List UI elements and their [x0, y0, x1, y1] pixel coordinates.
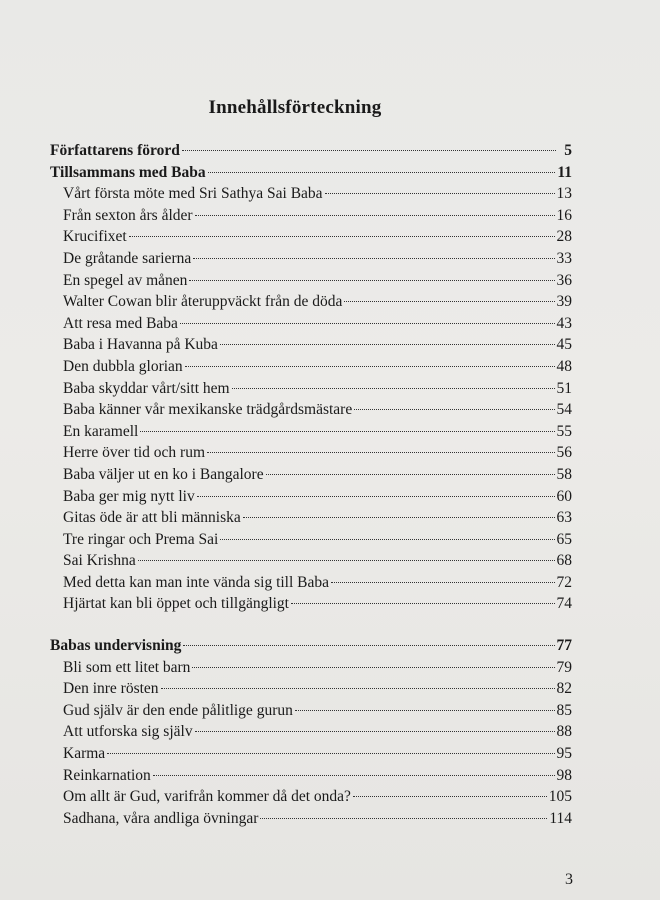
- toc-page-number: 54: [556, 401, 572, 419]
- toc-entry: [50, 293, 572, 315]
- toc-entry: [50, 336, 572, 358]
- toc-entry: [50, 444, 572, 466]
- toc-page-number: 28: [556, 228, 572, 246]
- toc-page-number: 36: [556, 271, 572, 289]
- toc-page-number: 51: [556, 379, 572, 397]
- toc-entry: [50, 702, 572, 724]
- dot-leader: [189, 280, 554, 281]
- toc-entry: [50, 185, 572, 207]
- dot-leader: [354, 409, 554, 410]
- toc-entry-title: Babas undervisning: [50, 637, 182, 655]
- dot-leader: [192, 667, 554, 668]
- toc-section-entry: [50, 142, 572, 164]
- toc-entry-title: Hjärtat kan bli öppet och tillgängligt: [63, 595, 289, 613]
- toc-entry-title: Baba ger mig nytt liv: [63, 487, 195, 505]
- toc-entry: [50, 250, 572, 272]
- dot-leader: [183, 645, 554, 646]
- dot-leader: [220, 344, 555, 345]
- toc-entry: [50, 207, 572, 229]
- toc-entry: [50, 680, 572, 702]
- dot-leader: [220, 539, 554, 540]
- dot-leader: [195, 731, 555, 732]
- toc-entry: [50, 574, 572, 596]
- toc-section-entry: [50, 164, 572, 186]
- toc-entry-title: Baba känner vår mexikanske trädgårdsmästare: [63, 401, 353, 419]
- toc-entry-title: Tre ringar och Prema Sai: [63, 530, 219, 548]
- dot-leader: [195, 215, 555, 216]
- toc-entry: [50, 767, 572, 789]
- toc-entry: [50, 401, 572, 423]
- toc-page-number: 58: [556, 465, 572, 483]
- toc-entry-title: Med detta kan man inte vända sig till Baba: [63, 573, 330, 591]
- toc-entry: [50, 466, 572, 488]
- toc-entry-title: Herre över tid och rum: [63, 444, 206, 462]
- toc-entry: [50, 723, 572, 745]
- toc-entry-title: En karamell: [63, 422, 139, 440]
- toc-page-number: 11: [557, 163, 572, 181]
- dot-leader: [107, 753, 554, 754]
- toc-entry: [50, 315, 572, 337]
- toc-entry-title: Baba väljer ut en ko i Bangalore: [63, 465, 264, 483]
- table-of-contents: [50, 142, 572, 831]
- toc-entry: [50, 423, 572, 445]
- bleed-through-text: [470, 30, 660, 160]
- toc-entry-title: Gud själv är den ende pålitlige gurun: [63, 701, 293, 719]
- dot-leader: [180, 323, 555, 324]
- toc-page-number: 5: [564, 142, 572, 159]
- dot-leader: [153, 775, 555, 776]
- dot-leader: [291, 603, 555, 604]
- page-title: Innehållsförteckning: [208, 97, 382, 118]
- toc-page-number: 43: [556, 314, 572, 332]
- toc-entry-title: Om allt är Gud, varifrån kommer då det onda?: [63, 788, 351, 806]
- toc-page-number: 48: [556, 357, 572, 375]
- dot-leader: [353, 796, 547, 797]
- toc-entry-title: Bli som ett litet barn: [63, 658, 191, 676]
- dot-leader: [325, 193, 555, 194]
- toc-page-number: 65: [556, 530, 572, 548]
- dot-leader: [197, 496, 555, 497]
- dot-leader: [193, 258, 554, 259]
- toc-entry-title: Att resa med Baba: [63, 314, 178, 332]
- toc-page-number: 16: [556, 206, 572, 224]
- toc-entry-title: Från sexton års ålder: [63, 206, 193, 224]
- toc-page-number: 72: [556, 573, 572, 591]
- dot-leader: [344, 301, 554, 302]
- toc-page-number: 95: [556, 745, 572, 763]
- toc-entry: [50, 488, 572, 510]
- toc-section-entry: [50, 637, 572, 659]
- toc-entry: [50, 745, 572, 767]
- toc-entry-title: Sadhana, våra andliga övningar: [63, 809, 259, 827]
- toc-entry-title: Den dubbla glorian: [63, 357, 183, 375]
- toc-page-number: 39: [556, 293, 572, 311]
- toc-entry-title: Att utforska sig själv: [63, 723, 193, 741]
- dot-leader: [161, 688, 555, 689]
- toc-entry-title: Författarens förord: [50, 142, 180, 159]
- dot-leader: [208, 172, 556, 173]
- toc-entry: [50, 228, 572, 250]
- toc-entry: [50, 358, 572, 380]
- toc-page-number: 82: [556, 680, 572, 698]
- dot-leader: [140, 431, 554, 432]
- dot-leader: [232, 388, 555, 389]
- toc-entry-title: Vårt första möte med Sri Sathya Sai Baba: [63, 185, 323, 203]
- toc-page-number: 85: [556, 701, 572, 719]
- toc-page-number: 105: [548, 788, 572, 806]
- toc-page-number: 63: [556, 509, 572, 527]
- toc-page-number: 13: [556, 185, 572, 203]
- toc-entry: [50, 659, 572, 681]
- toc-page-number: 88: [556, 723, 572, 741]
- toc-entry-title: En spegel av månen: [63, 271, 188, 289]
- toc-page-number: 55: [556, 422, 572, 440]
- toc-page-number: 77: [556, 637, 572, 655]
- toc-page-number: 45: [556, 336, 572, 354]
- toc-page-number: 98: [556, 766, 572, 784]
- toc-entry-title: Den inre rösten: [63, 680, 159, 698]
- page-number: 3: [565, 871, 573, 888]
- dot-leader: [243, 517, 555, 518]
- toc-entry-title: Baba skyddar vårt/sitt hem: [63, 379, 230, 397]
- toc-page-number: 56: [556, 444, 572, 462]
- toc-entry: [50, 552, 572, 574]
- toc-entry-title: Karma: [63, 745, 106, 763]
- toc-entry-title: Sai Krishna: [63, 552, 136, 570]
- toc-page-number: 68: [556, 552, 572, 570]
- toc-entry-title: De gråtande sarierna: [63, 249, 192, 267]
- toc-entry: [50, 810, 572, 832]
- toc-page-number: 33: [556, 249, 572, 267]
- toc-page-number: 114: [549, 809, 572, 827]
- toc-entry: [50, 531, 572, 553]
- dot-leader: [266, 474, 555, 475]
- dot-leader: [207, 452, 554, 453]
- toc-entry-title: Tillsammans med Baba: [50, 163, 206, 181]
- toc-entry: [50, 788, 572, 810]
- toc-page-number: 79: [556, 658, 572, 676]
- section-spacer: [50, 617, 572, 637]
- toc-entry: [50, 595, 572, 617]
- toc-entry-title: Gitas öde är att bli människa: [63, 509, 241, 527]
- dot-leader: [295, 710, 555, 711]
- dot-leader: [138, 560, 555, 561]
- dot-leader: [260, 818, 547, 819]
- toc-page-number: 60: [556, 487, 572, 505]
- toc-page-number: 74: [556, 595, 572, 613]
- toc-entry-title: Baba i Havanna på Kuba: [63, 336, 218, 354]
- toc-entry-title: Reinkarnation: [63, 766, 151, 784]
- dot-leader: [129, 236, 555, 237]
- toc-entry-title: Walter Cowan blir återuppväckt från de döda: [63, 293, 343, 311]
- toc-entry-title: Krucifixet: [63, 228, 127, 246]
- dot-leader: [185, 366, 555, 367]
- toc-entry: [50, 509, 572, 531]
- dot-leader: [182, 150, 556, 151]
- toc-entry: [50, 380, 572, 402]
- toc-entry: [50, 272, 572, 294]
- dot-leader: [331, 582, 554, 583]
